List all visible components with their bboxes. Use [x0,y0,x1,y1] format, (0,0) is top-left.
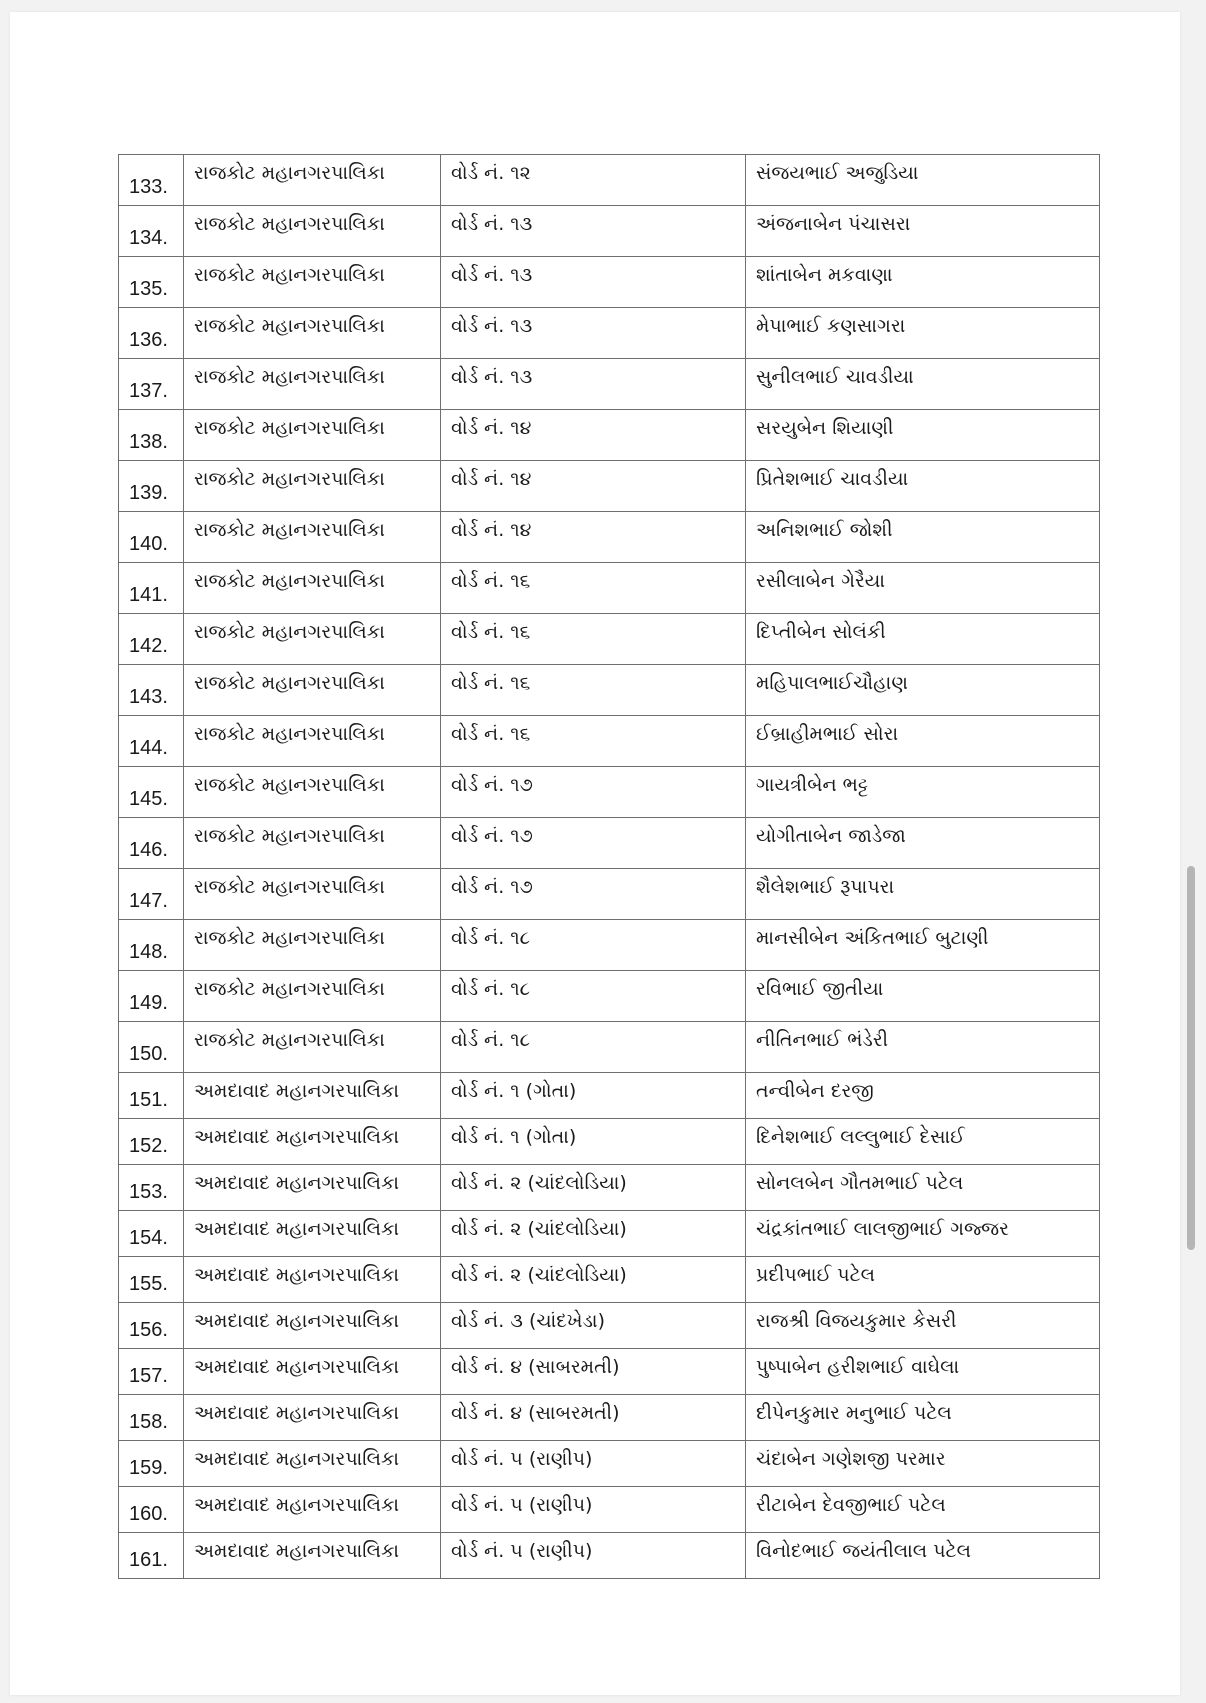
table-row [119,1022,1100,1073]
row-number: 148. [119,920,184,971]
row-number: 156. [119,1303,184,1349]
ward-cell: વોર્ડ નં. ૧૬ [441,563,746,614]
corporation-cell: અમદાવાદ મહાનગરપાલિકા [184,1487,441,1533]
candidate-name-cell: શાંતાબેન મકવાણા [746,257,1100,308]
corporation-cell: રાજકોટ મહાનગરપાલિકા [184,614,441,665]
candidate-name-cell: મહિપાલભાઈચૌહાણ [746,665,1100,716]
ward-cell: વોર્ડ નં. ૧૬ [441,716,746,767]
ward-cell: વોર્ડ નં. ૧૮ [441,971,746,1022]
candidate-name-cell: દિપ્તીબેન સોલંકી [746,614,1100,665]
table-row [119,563,1100,614]
row-number: 140. [119,512,184,563]
row-number: 154. [119,1211,184,1257]
candidate-name-cell: વિનોદભાઈ જયંતીલાલ પટેલ [746,1533,1100,1579]
corporation-cell: રાજકોટ મહાનગરપાલિકા [184,563,441,614]
row-number: 138. [119,410,184,461]
candidate-name-cell: ચંદાબેન ગણેશજી પરમાર [746,1441,1100,1487]
ward-cell: વોર્ડ નં. ૧૪ [441,461,746,512]
candidate-name-cell: યોગીતાબેન જાડેજા [746,818,1100,869]
ward-cell: વોર્ડ નં. ૧૩ [441,206,746,257]
candidate-name-cell: દિનેશભાઈ લલ્લુભાઈ દેસાઈ [746,1119,1100,1165]
corporation-cell: રાજકોટ મહાનગરપાલિકા [184,257,441,308]
candidate-name-cell: પ્રિતેશભાઈ ચાવડીયા [746,461,1100,512]
row-number: 150. [119,1022,184,1073]
corporation-cell: અમદાવાદ મહાનગરપાલિકા [184,1395,441,1441]
candidate-name-cell: સરયુબેન શિયાણી [746,410,1100,461]
candidate-table [118,154,1100,1579]
candidate-name-cell: ચંદ્રકાંતભાઈ લાલજીભાઈ ગજ્જર [746,1211,1100,1257]
row-number: 160. [119,1487,184,1533]
table-row [119,818,1100,869]
ward-cell: વોર્ડ નં. ૧૪ [441,512,746,563]
corporation-cell: રાજકોટ મહાનગરપાલિકા [184,1022,441,1073]
candidate-name-cell: રીટાબેન દેવજીભાઈ પટેલ [746,1487,1100,1533]
table-row [119,1349,1100,1395]
table-row [119,1395,1100,1441]
row-number: 153. [119,1165,184,1211]
ward-cell: વોર્ડ નં. ૫ (રાણીપ) [441,1441,746,1487]
ward-cell: વોર્ડ નં. ૨ (ચાંદલોડિયા) [441,1165,746,1211]
corporation-cell: રાજકોટ મહાનગરપાલિકા [184,359,441,410]
candidate-name-cell: નીતિનભાઈ ભંડેરી [746,1022,1100,1073]
table-row [119,869,1100,920]
candidate-name-cell: સંજયભાઈ અજુડિયા [746,155,1100,206]
candidate-name-cell: ગાયત્રીબેન ભટ્ટ [746,767,1100,818]
row-number: 143. [119,665,184,716]
corporation-cell: અમદાવાદ મહાનગરપાલિકા [184,1073,441,1119]
ward-cell: વોર્ડ નં. ૧૩ [441,359,746,410]
ward-cell: વોર્ડ નં. ૨ (ચાંદલોડિયા) [441,1257,746,1303]
candidate-name-cell: દીપેનકુમાર મનુભાઈ પટેલ [746,1395,1100,1441]
corporation-cell: રાજકોટ મહાનગરપાલિકા [184,308,441,359]
table-row [119,665,1100,716]
table-row [119,308,1100,359]
ward-cell: વોર્ડ નં. ૫ (રાણીપ) [441,1533,746,1579]
table-row [119,1487,1100,1533]
candidate-name-cell: રસીલાબેન ગેરૈયા [746,563,1100,614]
table-body [119,155,1100,1579]
ward-cell: વોર્ડ નં. ૧૩ [441,308,746,359]
vertical-scrollbar[interactable] [1187,866,1195,1250]
row-number: 133. [119,155,184,206]
table-row [119,920,1100,971]
table-row [119,1211,1100,1257]
candidate-name-cell: તન્વીબેન દરજી [746,1073,1100,1119]
ward-cell: વોર્ડ નં. ૨ (ચાંદલોડિયા) [441,1211,746,1257]
row-number: 139. [119,461,184,512]
ward-cell: વોર્ડ નં. ૧ (ગોતા) [441,1119,746,1165]
table-row [119,1119,1100,1165]
row-number: 141. [119,563,184,614]
candidate-name-cell: રવિભાઈ જીતીયા [746,971,1100,1022]
row-number: 145. [119,767,184,818]
candidate-name-cell: મેપાભાઈ કણસાગરા [746,308,1100,359]
ward-cell: વોર્ડ નં. ૫ (રાણીપ) [441,1487,746,1533]
corporation-cell: રાજકોટ મહાનગરપાલિકા [184,818,441,869]
row-number: 159. [119,1441,184,1487]
corporation-cell: રાજકોટ મહાનગરપાલિકા [184,665,441,716]
candidate-name-cell: પ્રદીપભાઈ પટેલ [746,1257,1100,1303]
table-row [119,206,1100,257]
ward-cell: વોર્ડ નં. ૧૬ [441,665,746,716]
corporation-cell: રાજકોટ મહાનગરપાલિકા [184,461,441,512]
ward-cell: વોર્ડ નં. ૧૮ [441,1022,746,1073]
candidate-name-cell: સુનીલભાઈ ચાવડીયા [746,359,1100,410]
ward-cell: વોર્ડ નં. ૧૭ [441,767,746,818]
table-row [119,410,1100,461]
ward-cell: વોર્ડ નં. ૧૪ [441,410,746,461]
row-number: 146. [119,818,184,869]
row-number: 149. [119,971,184,1022]
ward-cell: વોર્ડ નં. ૧૨ [441,155,746,206]
table-row [119,1441,1100,1487]
corporation-cell: અમદાવાદ મહાનગરપાલિકા [184,1533,441,1579]
corporation-cell: અમદાવાદ મહાનગરપાલિકા [184,1119,441,1165]
corporation-cell: રાજકોટ મહાનગરપાલિકા [184,512,441,563]
table-row [119,1533,1100,1579]
corporation-cell: રાજકોટ મહાનગરપાલિકા [184,410,441,461]
ward-cell: વોર્ડ નં. ૧૮ [441,920,746,971]
candidate-name-cell: સોનલબેન ગૌતમભાઈ પટેલ [746,1165,1100,1211]
row-number: 136. [119,308,184,359]
row-number: 157. [119,1349,184,1395]
corporation-cell: અમદાવાદ મહાનગરપાલિકા [184,1303,441,1349]
table-row [119,512,1100,563]
row-number: 161. [119,1533,184,1579]
corporation-cell: અમદાવાદ મહાનગરપાલિકા [184,1441,441,1487]
ward-cell: વોર્ડ નં. ૧૩ [441,257,746,308]
table-row [119,1165,1100,1211]
candidate-name-cell: શૈલેશભાઈ રૂપાપરા [746,869,1100,920]
corporation-cell: રાજકોટ મહાનગરપાલિકા [184,971,441,1022]
table-row [119,614,1100,665]
row-number: 151. [119,1073,184,1119]
corporation-cell: અમદાવાદ મહાનગરપાલિકા [184,1165,441,1211]
corporation-cell: અમદાવાદ મહાનગરપાલિકા [184,1257,441,1303]
row-number: 155. [119,1257,184,1303]
ward-cell: વોર્ડ નં. ૧ (ગોતા) [441,1073,746,1119]
table-row [119,1257,1100,1303]
corporation-cell: રાજકોટ મહાનગરપાલિકા [184,155,441,206]
corporation-cell: અમદાવાદ મહાનગરપાલિકા [184,1211,441,1257]
row-number: 135. [119,257,184,308]
candidate-name-cell: ઈબ્રાહીમભાઈ સોરા [746,716,1100,767]
corporation-cell: રાજકોટ મહાનગરપાલિકા [184,716,441,767]
row-number: 147. [119,869,184,920]
ward-cell: વોર્ડ નં. ૪ (સાબરમતી) [441,1395,746,1441]
row-number: 142. [119,614,184,665]
row-number: 134. [119,206,184,257]
ward-cell: વોર્ડ નં. ૧૭ [441,869,746,920]
ward-cell: વોર્ડ નં. ૧૬ [441,614,746,665]
row-number: 158. [119,1395,184,1441]
ward-cell: વોર્ડ નં. ૩ (ચાંદખેડા) [441,1303,746,1349]
candidate-name-cell: રાજશ્રી વિજયકુમાર કેસરી [746,1303,1100,1349]
candidate-name-cell: પુષ્પાબેન હરીશભાઈ વાઘેલા [746,1349,1100,1395]
candidate-name-cell: અનિશભાઈ જોશી [746,512,1100,563]
row-number: 137. [119,359,184,410]
table-row [119,359,1100,410]
corporation-cell: અમદાવાદ મહાનગરપાલિકા [184,1349,441,1395]
corporation-cell: રાજકોટ મહાનગરપાલિકા [184,869,441,920]
row-number: 152. [119,1119,184,1165]
table-row [119,1303,1100,1349]
row-number: 144. [119,716,184,767]
candidate-name-cell: માનસીબેન અંકિતભાઈ બુટાણી [746,920,1100,971]
table-row [119,1073,1100,1119]
table-row [119,971,1100,1022]
table-row [119,767,1100,818]
candidate-name-cell: અંજનાબેન પંચાસરા [746,206,1100,257]
table-row [119,461,1100,512]
table-row [119,155,1100,206]
table-row [119,257,1100,308]
corporation-cell: રાજકોટ મહાનગરપાલિકા [184,206,441,257]
corporation-cell: રાજકોટ મહાનગરપાલિકા [184,920,441,971]
ward-cell: વોર્ડ નં. ૧૭ [441,818,746,869]
ward-cell: વોર્ડ નં. ૪ (સાબરમતી) [441,1349,746,1395]
corporation-cell: રાજકોટ મહાનગરપાલિકા [184,767,441,818]
table-row [119,716,1100,767]
